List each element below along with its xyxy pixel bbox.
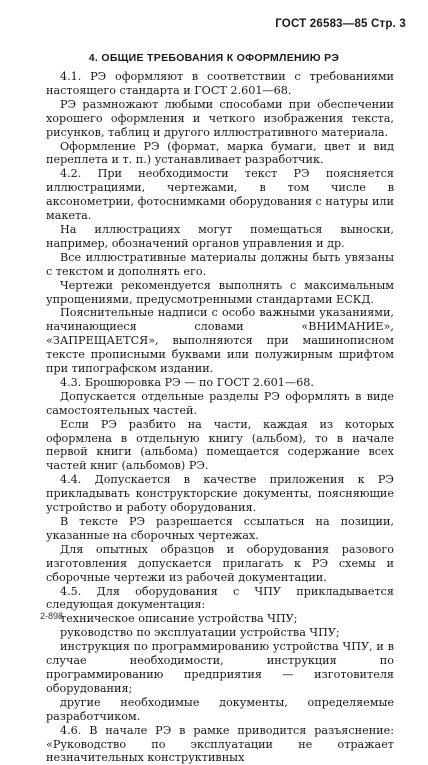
page-header: ГОСТ 26583—85 Стр. 3 <box>275 18 406 30</box>
paragraph: руководство по эксплуатации устройства ЧПУ; <box>60 626 340 640</box>
paragraph: другие необходимые документы, определяемые разработчиком. <box>46 695 394 723</box>
paragraph: Оформление РЭ (формат, марка бумаги, цвет и вид переплета и т. п.) устанавливает разработчик. <box>46 139 394 167</box>
paragraph: Все иллюстративные материалы должны быть увязаны с текстом и дополнять его. <box>46 250 394 278</box>
paragraph: 4.5. Для оборудования с ЧПУ прикладывается следующая документация: <box>46 584 394 612</box>
paragraph: РЭ размножают любыми способами при обеспечении хорошего оформления и четкого изображения текста, рисунков, таблиц и другого иллюстративного материала. <box>46 97 394 139</box>
paragraph: На иллюстрациях могут помещаться выноски, например, обозначений органов управления и др. <box>46 222 394 250</box>
section-title: 4. ОБЩИЕ ТРЕБОВАНИЯ К ОФОРМЛЕНИЮ РЭ <box>88 52 340 64</box>
paragraph: Чертежи рекомендуется выполнять с максимальным упрощениями, предусмотренными стандартами ЕСКД. <box>46 278 394 306</box>
paragraph: 4.4. Допускается в качестве приложения к РЭ прикладывать конструкторские документы, поясняющие устройство и работу оборудования. <box>46 473 394 515</box>
paragraph: техническое описание устройства ЧПУ; <box>60 612 298 626</box>
document-body <box>46 70 394 765</box>
paragraph: Если РЭ разбито на части, каждая из которых оформлена в отдельную книгу (альбом), то в начале первой книги (альбома) помещается содержание всех частей книг (альбомов) РЭ. <box>46 417 394 473</box>
paragraph: 4.3. Брошюровка РЭ — по ГОСТ 2.601—68. <box>60 375 314 389</box>
paragraph: В тексте РЭ разрешается ссылаться на позиции, указанные на сборочных чертежах. <box>46 515 394 542</box>
paragraph: Для опытных образцов и оборудования разового изготовления допускается прилагать к РЭ схемы и сборочные чертежи из рабочей документации. <box>46 542 394 584</box>
paragraph: 4.1. РЭ оформляют в соответствии с требованиями настоящего стандарта и ГОСТ 2.601—68. <box>46 70 394 97</box>
paragraph: 4.6. В начале РЭ в рамке приводится разъяснение: «Руководство по эксплуатации не отражает незначительных конструктивных <box>46 723 394 765</box>
page-footer: 2-898 <box>40 611 64 621</box>
paragraph: инструкция по программированию устройства ЧПУ, и в случае необходимости, инструкция по программированию предприятия — изготовителя оборудования; <box>46 640 394 695</box>
paragraph: 4.2. При необходимости текст РЭ поясняется иллюстрациями, чертежами, в том числе в аксонометрии, фотоснимками оборудования с натуры или макета. <box>46 167 394 223</box>
paragraph: Пояснительные надписи с особо важными указаниями, начинающиеся словами «ВНИМАНИЕ», «ЗАПРЕЩАЕТСЯ», выполняются при машинописном тексте прописными буквами или полужирным шрифтом при типографском издании. <box>46 306 394 376</box>
paragraph: Допускается отдельные разделы РЭ оформлять в виде самостоятельных частей. <box>46 389 394 417</box>
